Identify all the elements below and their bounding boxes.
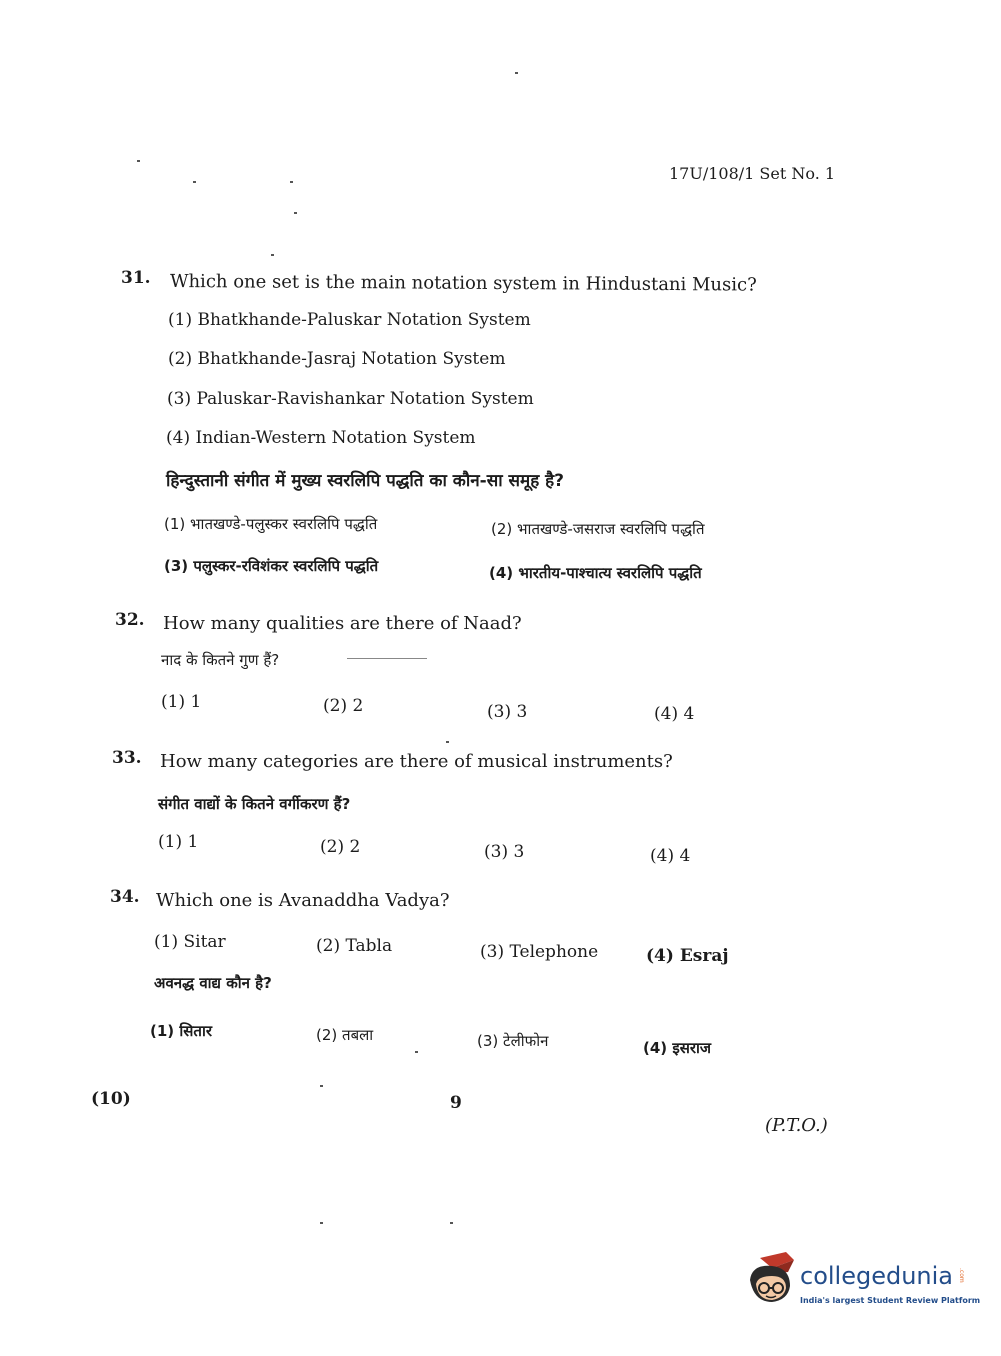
scan-speck <box>347 658 427 659</box>
option-en: (4) Esraj <box>646 946 729 966</box>
question-text-hindi: नाद के कितने गुण हैं? <box>161 651 280 669</box>
option-en: (1) Sitar <box>154 932 226 952</box>
question-number: 34. <box>110 887 140 907</box>
scan-speck <box>415 1051 418 1053</box>
option: (2) 2 <box>323 696 364 716</box>
option-hi: (4) इसराज <box>643 1039 712 1057</box>
option-en: (2) Bhatkhande-Jasraj Notation System <box>168 349 506 369</box>
option-en: (4) Indian-Western Notation System <box>166 428 476 448</box>
option: (4) 4 <box>650 846 691 866</box>
option-hi: (2) भातखण्डे-जसराज स्वरलिपि पद्धति <box>491 520 705 538</box>
question-text: Which one set is the main notation system in Hindustani Music? <box>169 271 757 296</box>
option-hi: (3) पलुस्कर-रविशंकर स्वरलिपि पद्धति <box>164 557 379 575</box>
scan-speck <box>271 254 274 256</box>
option-en: (3) Telephone <box>480 942 599 962</box>
scan-speck <box>450 1222 453 1224</box>
option: (3) 3 <box>484 842 525 862</box>
pto-label: (P.T.O.) <box>765 1115 828 1136</box>
option-hi: (1) सितार <box>150 1022 212 1040</box>
scan-speck <box>446 741 449 743</box>
question-number: 31. <box>121 268 151 288</box>
paper-code: 17U/108/1 Set No. 1 <box>669 164 836 183</box>
question-text-hindi: संगीत वाद्यों के कितने वर्गीकरण हैं? <box>158 795 351 813</box>
option-en: (3) Paluskar-Ravishankar Notation System <box>167 389 534 409</box>
option: (2) 2 <box>320 837 361 857</box>
page-number: 9 <box>450 1093 462 1113</box>
scan-speck <box>294 212 297 214</box>
scan-speck <box>320 1222 323 1224</box>
mascot-icon <box>742 1250 800 1314</box>
option-en: (1) Bhatkhande-Paluskar Notation System <box>168 310 531 330</box>
scan-speck <box>193 181 196 183</box>
logo-suffix: .com <box>958 1268 965 1283</box>
option-hi: (3) टेलीफोन <box>477 1032 549 1050</box>
collegedunia-logo <box>742 1248 982 1320</box>
question-text-hindi: हिन्दुस्तानी संगीत में मुख्य स्वरलिपि पद्धति का कौन-सा समूह है? <box>166 471 565 491</box>
question-text: How many categories are there of musical instruments? <box>160 751 673 772</box>
option: (1) 1 <box>161 692 202 712</box>
option: (4) 4 <box>654 704 695 724</box>
option-hi: (1) भातखण्डे-पलुस्कर स्वरलिपि पद्धति <box>164 515 378 533</box>
option-hi: (4) भारतीय-पाश्चात्य स्वरलिपि पद्धति <box>489 564 702 582</box>
option: (1) 1 <box>158 832 199 852</box>
question-number: 32. <box>115 610 145 630</box>
question-number: 33. <box>112 748 142 768</box>
logo-tagline: India's largest Student Review Platform <box>800 1296 981 1305</box>
option-hi: (2) तबला <box>316 1026 374 1044</box>
marks-label: (10) <box>91 1089 131 1109</box>
logo-brand: collegedunia <box>800 1262 954 1290</box>
question-text: How many qualities are there of Naad? <box>163 613 522 634</box>
option-en: (2) Tabla <box>316 936 393 956</box>
option: (3) 3 <box>487 702 528 722</box>
question-text-hindi: अवनद्ध वाद्य कौन है? <box>154 974 272 992</box>
question-text: Which one is Avanaddha Vadya? <box>156 890 450 911</box>
scan-speck <box>137 160 140 162</box>
scan-speck <box>320 1085 323 1087</box>
scan-speck <box>515 72 518 74</box>
scan-speck <box>290 181 293 183</box>
